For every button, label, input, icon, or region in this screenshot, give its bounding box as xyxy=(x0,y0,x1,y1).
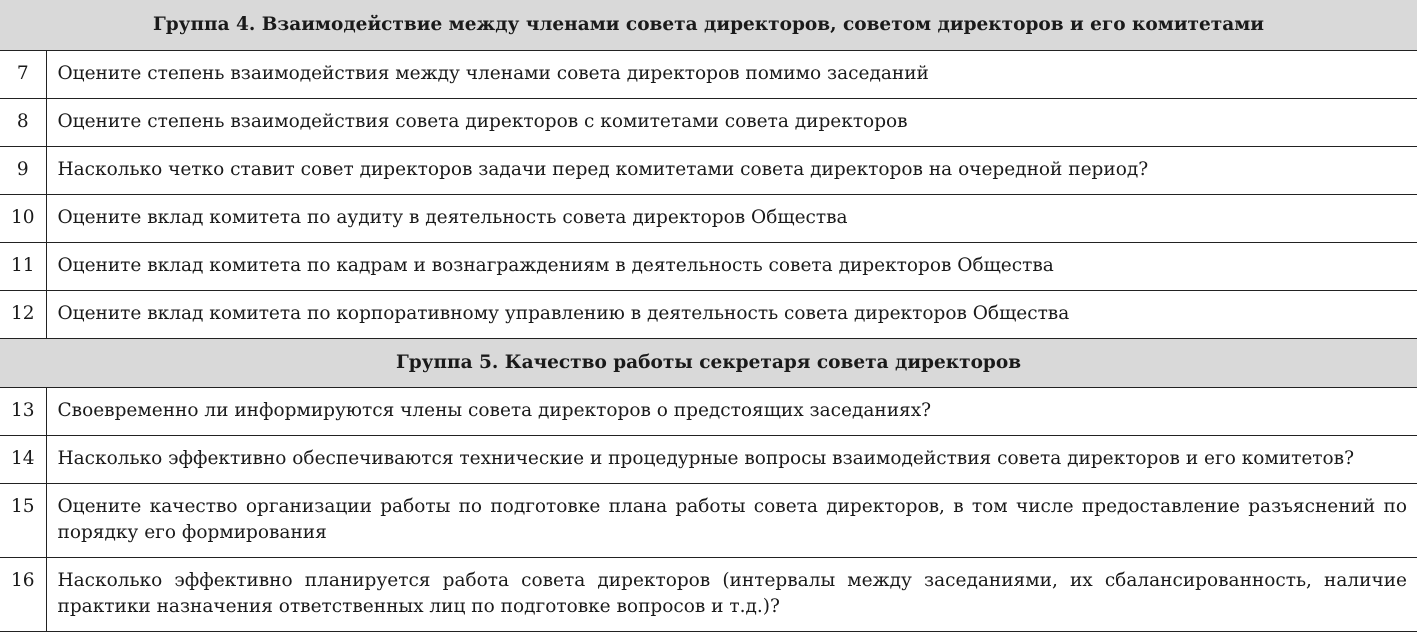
table-row xyxy=(0,146,1417,194)
question-text: Оцените вклад комитета по аудиту в деятельность совета директоров Общества xyxy=(46,194,1417,242)
group-header-row xyxy=(0,0,1417,50)
row-number: 7 xyxy=(0,50,46,98)
question-text: Насколько четко ставит совет директоров задачи перед комитетами совета директоров на очередной период? xyxy=(46,146,1417,194)
row-number: 12 xyxy=(0,290,46,338)
row-number: 16 xyxy=(0,557,46,631)
group-header-row xyxy=(0,338,1417,387)
table-row xyxy=(0,483,1417,557)
table-row xyxy=(0,435,1417,483)
row-number: 8 xyxy=(0,98,46,146)
row-number: 15 xyxy=(0,483,46,557)
table-row xyxy=(0,387,1417,435)
row-number: 10 xyxy=(0,194,46,242)
question-text: Оцените качество организации работы по подготовке плана работы совета директоров, в том числе предоставление разъяснений по порядку его формирования xyxy=(46,483,1417,557)
table-row xyxy=(0,557,1417,631)
row-number: 9 xyxy=(0,146,46,194)
row-number: 14 xyxy=(0,435,46,483)
question-text: Оцените степень взаимодействия между членами совета директоров помимо заседаний xyxy=(46,50,1417,98)
table-row xyxy=(0,242,1417,290)
row-number: 11 xyxy=(0,242,46,290)
question-text: Оцените вклад комитета по кадрам и вознаграждениям в деятельность совета директоров Общества xyxy=(46,242,1417,290)
question-text: Насколько эффективно обеспечиваются технические и процедурные вопросы взаимодействия совета директоров и его комитетов? xyxy=(46,435,1417,483)
table-row xyxy=(0,194,1417,242)
question-text: Оцените степень взаимодействия совета директоров с комитетами совета директоров xyxy=(46,98,1417,146)
row-number: 13 xyxy=(0,387,46,435)
question-text: Насколько эффективно планируется работа совета директоров (интервалы между заседаниями, их сбалансированность, наличие практики назначения ответственных лиц по подготовке вопросов и т.д.)? xyxy=(46,557,1417,631)
question-text: Своевременно ли информируются члены совета директоров о предстоящих заседаниях? xyxy=(46,387,1417,435)
question-text: Оцените вклад комитета по корпоративному управлению в деятельность совета директоров Общества xyxy=(46,290,1417,338)
table-row xyxy=(0,98,1417,146)
group-title: Группа 5. Качество работы секретаря совета директоров xyxy=(0,338,1417,387)
group-title: Группа 4. Взаимодействие между членами совета директоров, советом директоров и его комитетами xyxy=(0,0,1417,50)
table-row xyxy=(0,290,1417,338)
table-row xyxy=(0,50,1417,98)
